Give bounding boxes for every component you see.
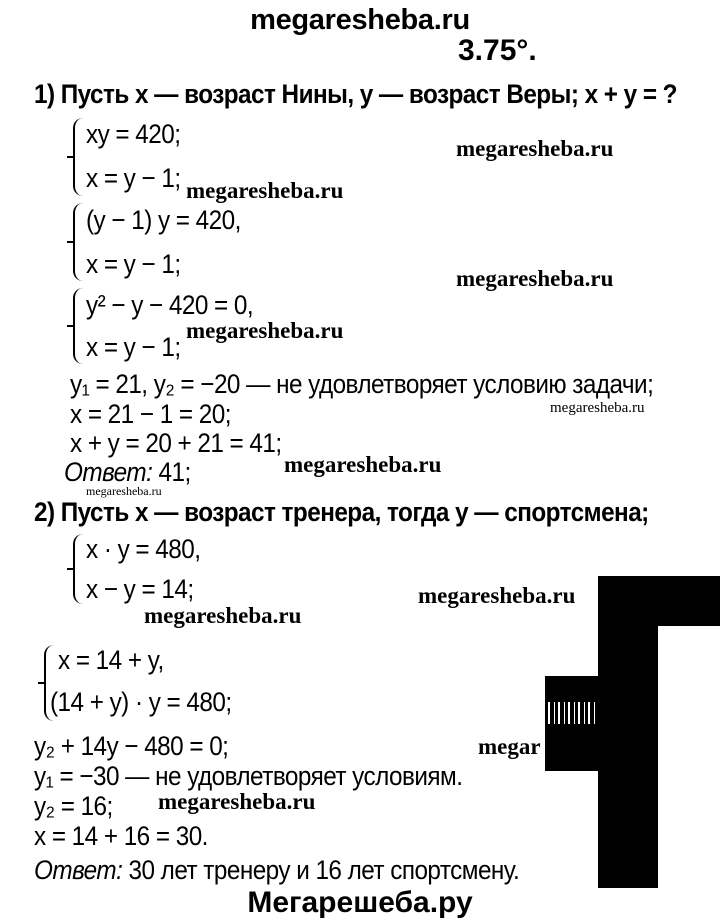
watermark: megaresheba.ru [418,583,576,608]
problem-number: 3.75°. [458,34,537,67]
watermark: megaresheba.ru [284,452,442,477]
part1-sys3-eq2: x = y − 1; [86,332,181,362]
system-brace [73,203,85,281]
part1-intro: 1) Пусть x — возраст Нины, y — возраст Веры; x + y = ? [34,79,677,109]
footer-site-name: Мегарешеба.ру [247,886,473,919]
part1-sum: x + y = 20 + 21 = 41; [70,428,282,458]
part2-root1: y₁ = −30 — не удовлетворяет условиям. [34,761,463,791]
watermark: megaresheba.ru [186,178,344,203]
answer-value: 30 лет тренеру и 16 лет спортсмену. [128,855,520,885]
watermark: megaresheba.ru [456,136,614,161]
part2-answer [34,854,519,886]
part2-x-calc: x = 14 + 16 = 30. [34,821,208,851]
answer-value: 41; [158,457,191,487]
watermark: megaresheba.ru [550,400,645,416]
site-header: megaresheba.ru [250,4,470,36]
part1-sys2-eq2: x = y − 1; [86,249,181,279]
system-brace [73,288,85,364]
watermark: megaresheba.ru [144,603,302,628]
part2-root2: y₂ = 16; [34,791,113,821]
part1-x-calc: x = 21 − 1 = 20; [70,399,231,429]
answer-label: Ответ: [64,457,153,487]
part2-sys1-eq1: x · y = 480, [86,534,201,564]
part2-intro: 2) Пусть x — возраст тренера, тогда y — спортсмена; [34,497,649,527]
part1-sys1-eq1: xy = 420; [86,119,181,149]
scan-artifact-white [658,626,720,888]
watermark-partial: megar [478,734,541,759]
system-brace [73,534,85,604]
part1-roots: y₁ = 21, y₂ = −20 — не удовлетворяет условию задачи; [70,369,654,399]
part2-sys2-eq2: (14 + y) · y = 480; [50,687,232,717]
watermark: megaresheba.ru [456,266,614,291]
system-brace [73,118,85,196]
part1-sys2-eq1: (y − 1) y = 420, [86,205,241,235]
part1-sys3-eq1: y² − y − 420 = 0, [86,290,254,320]
watermark: megaresheba.ru [158,789,316,814]
part2-sys2-eq1: x = 14 + y, [58,645,164,675]
answer-label: Ответ: [34,855,123,885]
part2-equation: y₂ + 14y − 480 = 0; [34,731,229,761]
scan-noise [545,702,595,724]
watermark: megaresheba.ru [186,318,344,343]
part2-sys1-eq2: x − y = 14; [86,574,194,604]
watermark: megaresheba.ru [86,484,162,498]
part1-sys1-eq2: x = y − 1; [86,163,181,193]
